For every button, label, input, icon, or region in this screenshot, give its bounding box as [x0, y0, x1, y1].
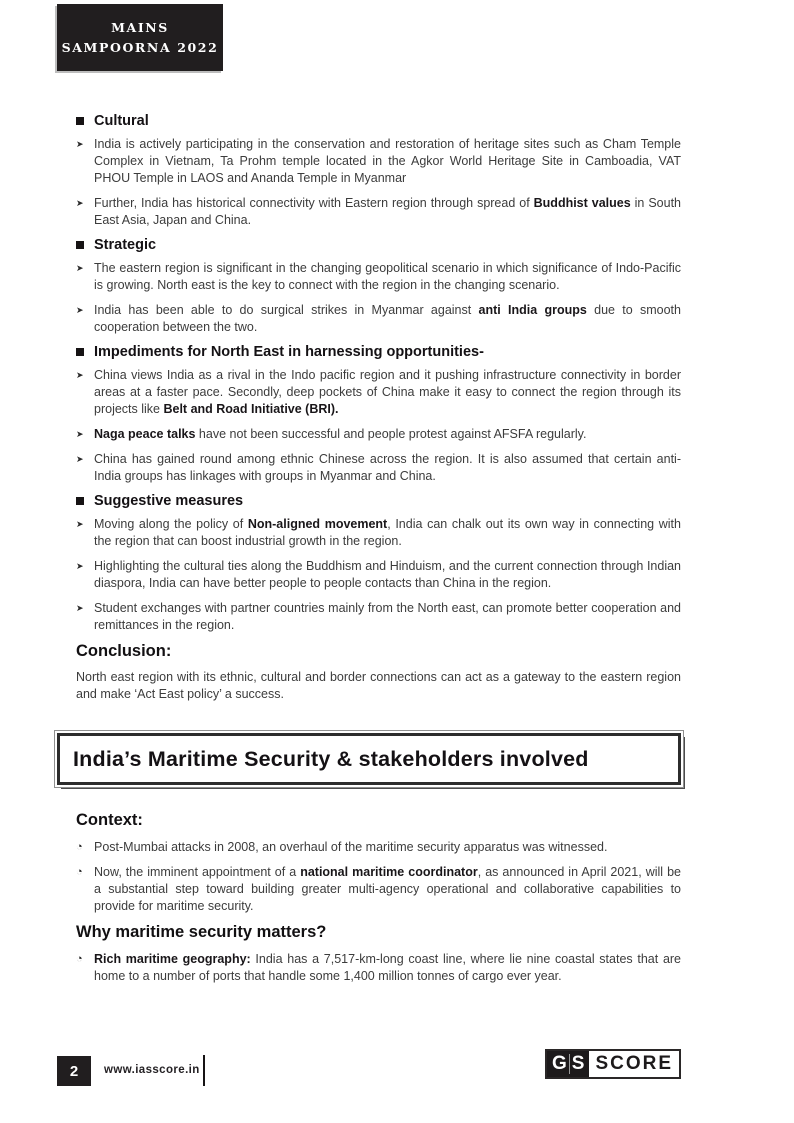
arrow-bullet-icon: ➤: [76, 454, 84, 464]
bullet-text: Rich maritime geography: India has a 7,517-km-long coast line, where lie nine coastal states that are home to a number of ports that handle some 1,400 million tonnes of cargo ever year.: [94, 952, 682, 983]
gsscore-logo: [545, 1049, 681, 1079]
page-content: [57, 108, 681, 993]
section-title: Strategic: [94, 237, 157, 253]
section-impediments: [57, 344, 681, 485]
arrow-bullet-icon: ➤: [76, 429, 84, 439]
bullet-text: India is actively participating in the conservation and restoration of heritage sites such as Cham Temple Complex in Vietnam, Ta Prohm temple located in the Agkor World Heritage Site in Camboadia, VAT PHOU Temple in LAOS and Ananda Temple in Myanmar: [94, 137, 681, 185]
list-item: [76, 864, 681, 915]
arrow-bullet-icon: ➤: [76, 263, 84, 273]
pie-bullet-icon: ◔: [76, 841, 83, 853]
bullet-text: Moving along the policy of Non-aligned movement, India can chalk out its own way in connecting with the region that can boost industrial growth in the region.: [94, 517, 681, 548]
list-item: [76, 839, 681, 856]
list-item: [76, 136, 681, 187]
bullet-text: Naga peace talks have not been successful and people protest against AFSFA regularly.: [94, 427, 587, 441]
logo-letter-s: S: [571, 1053, 585, 1074]
square-bullet-icon: [76, 241, 84, 249]
conclusion-text: North east region with its ethnic, cultural and border connections can act as a gateway to the eastern region and make ‘Act East policy’ a success.: [76, 670, 681, 701]
bullet-text: Now, the imminent appointment of a national maritime coordinator, as announced in April 2021, will be a substantial step toward building greater multi-agency operational and collaborative capabilities to provide for maritime security.: [94, 865, 681, 913]
arrow-bullet-icon: ➤: [76, 139, 84, 149]
arrow-bullet-icon: ➤: [76, 603, 84, 613]
list-item: [76, 195, 681, 229]
list-item: [76, 558, 681, 592]
context-heading: Context:: [76, 811, 143, 829]
section-title: Cultural: [94, 113, 149, 129]
arrow-bullet-icon: ➤: [76, 198, 84, 208]
section-cultural: [57, 113, 681, 229]
section-suggestive-measures: [57, 493, 681, 634]
section-title: Suggestive measures: [94, 493, 244, 509]
section-conclusion: [57, 642, 681, 703]
arrow-bullet-icon: ➤: [76, 370, 84, 380]
list-item: [76, 426, 681, 443]
section-heading: [76, 493, 681, 509]
section-context: [57, 839, 681, 915]
bullet-text: Post-Mumbai attacks in 2008, an overhaul of the maritime security apparatus was witnessed.: [94, 840, 608, 854]
list-item: [76, 302, 681, 336]
logo-score-block: SCORE: [595, 1053, 674, 1074]
bullet-text: China views India as a rival in the Indo pacific region and it pushing infrastructure connectivity in border areas at a faster pace. Secondly, deep pockets of China make it easy to connect the region through its projects like Belt and Road Initiative (BRI).: [94, 368, 681, 416]
bullet-text: Highlighting the cultural ties along the Buddhism and Hinduism, and the current connection through Indian diaspora, India can have better people to people contacts than China in the region.: [94, 559, 681, 590]
list-item: [76, 367, 681, 418]
list-item: [76, 451, 681, 485]
footer-divider: [203, 1055, 205, 1086]
page-number-badge: [57, 1056, 91, 1086]
why-heading: Why maritime security matters?: [76, 923, 327, 941]
bullet-text: India has been able to do surgical strikes in Myanmar against anti India groups due to smooth cooperation between the two.: [94, 303, 681, 334]
section-heading: [76, 237, 681, 253]
logo-letter-g: G: [552, 1053, 567, 1074]
section-heading: [76, 344, 681, 360]
square-bullet-icon: [76, 497, 84, 505]
square-bullet-icon: [76, 117, 84, 125]
bullet-text: Student exchanges with partner countries mainly from the North east, can promote better cooperation and remittances in the region.: [94, 601, 681, 632]
badge-line1: MAINS: [111, 20, 169, 36]
list-item: [76, 600, 681, 634]
article-title: India’s Maritime Security & stakeholders involved: [73, 746, 589, 771]
badge-line2: SAMPOORNA 2022: [61, 39, 219, 55]
section-strategic: [57, 237, 681, 336]
pie-bullet-icon: ◔: [76, 866, 83, 878]
square-bullet-icon: [76, 348, 84, 356]
conclusion-title: Conclusion:: [76, 642, 172, 660]
bullet-text: China has gained round among ethnic Chinese across the region. It is also assumed that certain anti- India groups has linkages with groups in Myanmar and China.: [94, 452, 681, 483]
logo-gs-block: [547, 1051, 589, 1077]
list-item: [76, 951, 681, 985]
list-item: [76, 260, 681, 294]
bullet-text: Further, India has historical connectivity with Eastern region through spread of Buddhist values in South East Asia, Japan and China.: [94, 196, 682, 227]
arrow-bullet-icon: ➤: [76, 305, 84, 315]
page-number: 2: [69, 1062, 79, 1080]
list-item: [76, 516, 681, 550]
article-title-box: [57, 733, 681, 785]
bullet-text: The eastern region is significant in the changing geopolitical scenario in which significance of Indo-Pacific is growing. North east is the key to connect with the region in the changing scenario.: [94, 261, 681, 292]
logo-gs-divider: [569, 1054, 570, 1074]
section-title: Impediments for North East in harnessing opportunities-: [94, 344, 484, 360]
pie-bullet-icon: ◔: [76, 953, 83, 965]
arrow-bullet-icon: ➤: [76, 519, 84, 529]
website-link[interactable]: www.iasscore.in: [104, 1064, 200, 1076]
section-why-maritime: [57, 951, 681, 985]
section-heading: [76, 113, 681, 129]
mains-sampoorna-badge: [57, 4, 223, 71]
arrow-bullet-icon: ➤: [76, 561, 84, 571]
